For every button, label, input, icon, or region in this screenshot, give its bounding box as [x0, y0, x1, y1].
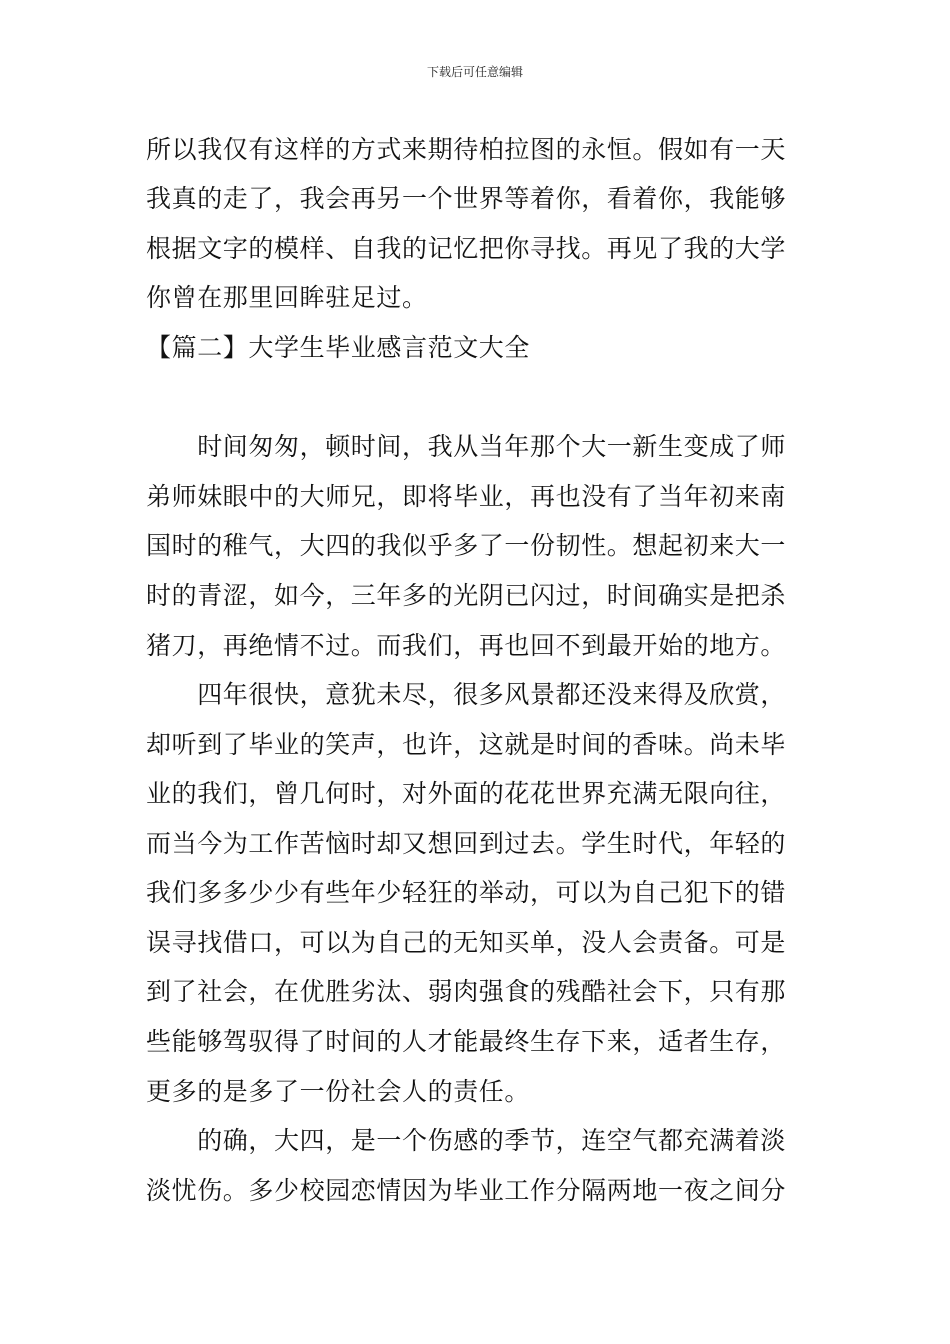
paragraph-line: 时的青涩，如今，三年多的光阴已闪过，时间确实是把杀 [146, 581, 787, 610]
paragraph-line: 到了社会，在优胜劣汰、弱肉强食的残酷社会下，只有那 [146, 977, 787, 1006]
paragraph-line: 而当今为工作苦恼时却又想回到过去。学生时代，年轻的 [146, 829, 787, 858]
section-heading: 【篇二】大学生毕业感言范文大全 [146, 333, 531, 362]
paragraph-line: 时间匆匆，顿时间，我从当年那个大一新生变成了师 [146, 432, 787, 461]
paragraph-line: 我真的走了，我会再另一个世界等着你，看着你，我能够 [146, 184, 787, 213]
paragraph-line: 却听到了毕业的笑声，也许，这就是时间的香味。尚未毕 [146, 730, 787, 759]
paragraph-line: 国时的稚气，大四的我似乎多了一份韧性。想起初来大一 [146, 531, 787, 560]
paragraph-line: 四年很快，意犹未尽，很多风景都还没来得及欣赏， [146, 680, 787, 709]
paragraph-line: 弟师妹眼中的大师兄，即将毕业，再也没有了当年初来南 [146, 482, 787, 511]
page-header: 下载后可任意编辑 [426, 65, 523, 79]
paragraph-line: 所以我仅有这样的方式来期待柏拉图的永恒。假如有一天 [146, 135, 787, 164]
paragraph-line: 更多的是多了一份社会人的责任。 [146, 1077, 531, 1106]
paragraph-line: 猪刀，再绝情不过。而我们，再也回不到最开始的地方。 [146, 631, 787, 660]
paragraph-line: 我们多多少少有些年少轻狂的举动，可以为自己犯下的错 [146, 878, 787, 907]
paragraph-line: 些能够驾驭得了时间的人才能最终生存下来，适者生存， [146, 1027, 787, 1056]
paragraph-line: 误寻找借口，可以为自己的无知买单，没人会责备。可是 [146, 928, 787, 957]
paragraph-line: 淡忧伤。多少校园恋情因为毕业工作分隔两地一夜之间分 [146, 1176, 787, 1205]
paragraph-line: 的确，大四，是一个伤感的季节，连空气都充满着淡 [146, 1126, 787, 1155]
paragraph-line: 根据文字的模样、自我的记忆把你寻找。再见了我的大学 [146, 234, 787, 263]
paragraph-line: 业的我们，曾几何时，对外面的花花世界充满无限向往， [146, 779, 787, 808]
paragraph-line: 你曾在那里回眸驻足过。 [146, 283, 428, 312]
